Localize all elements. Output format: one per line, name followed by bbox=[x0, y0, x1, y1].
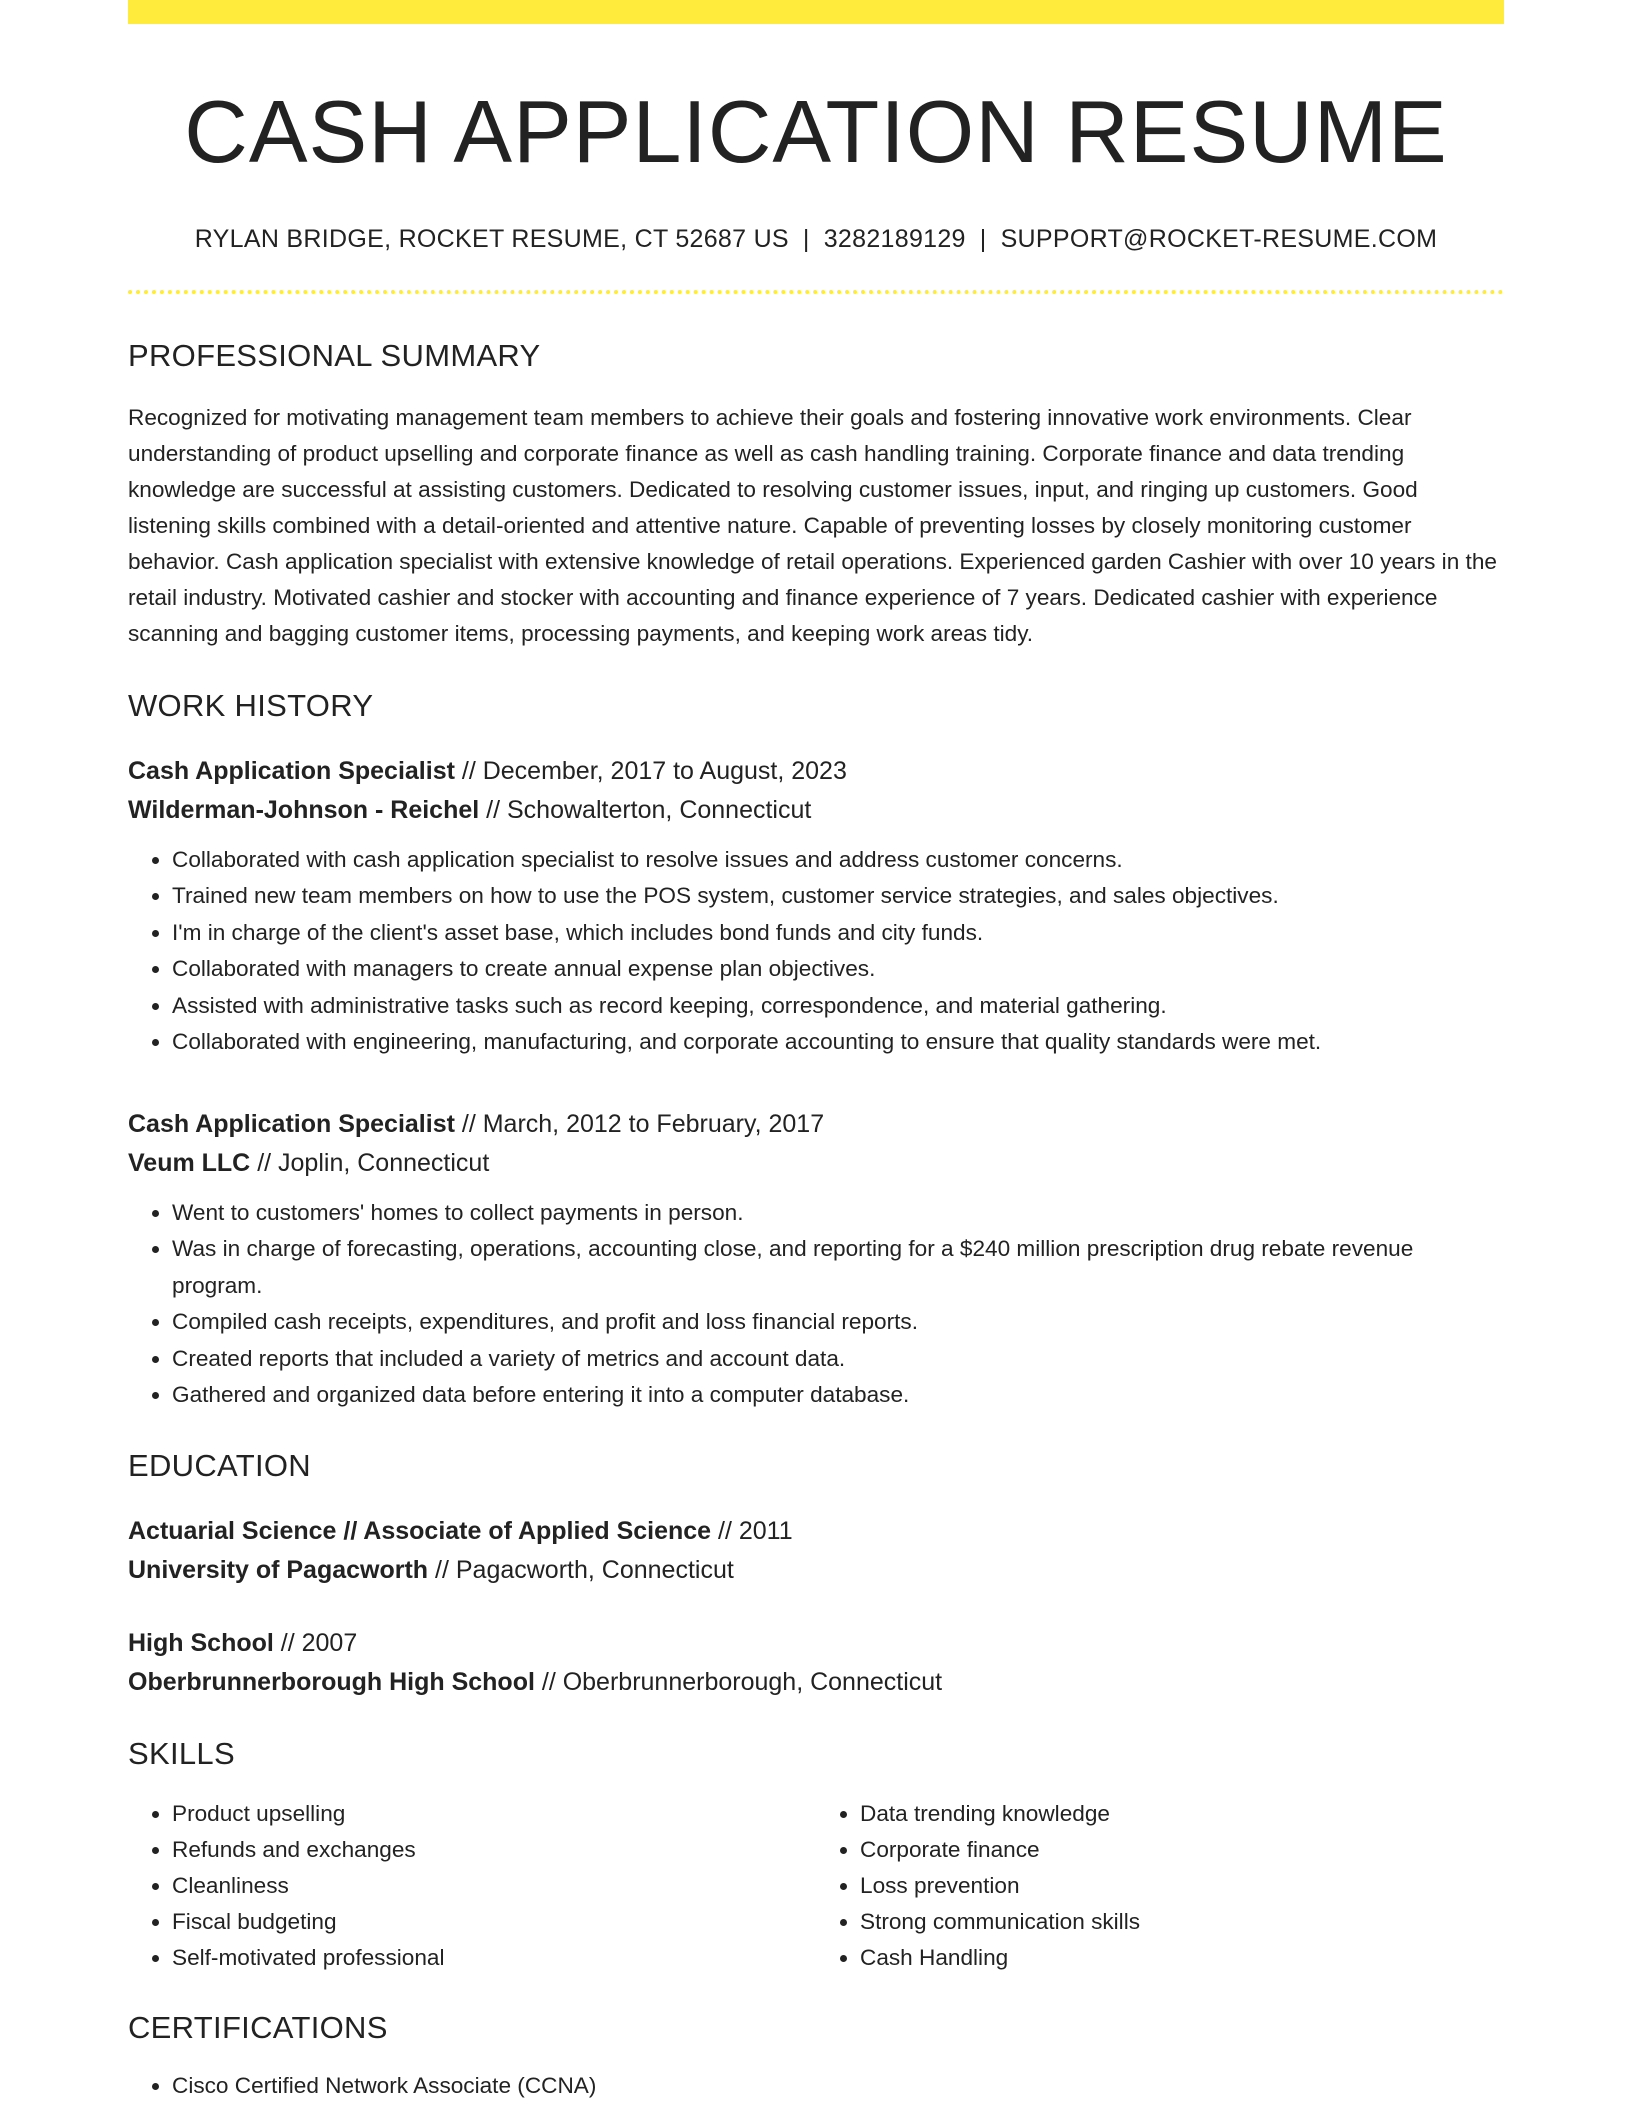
top-accent-bar bbox=[128, 0, 1504, 24]
education-school-line bbox=[128, 1551, 1504, 1590]
job-bullet: • Was in charge of forecasting, operations, accounting close, and reporting for a $240 million prescription drug rebate revenue program. bbox=[172, 1231, 1504, 1304]
job-dates: // December, 2017 to August, 2023 bbox=[454, 756, 847, 785]
job-bullet: • Created reports that included a variety of metrics and account data. bbox=[172, 1341, 1504, 1378]
header-divider bbox=[128, 290, 1504, 294]
job-company: Wilderman-Johnson - Reichel bbox=[128, 795, 480, 824]
job-bullet: • Gathered and organized data before entering it into a computer database. bbox=[172, 1377, 1504, 1414]
contact-separator: | bbox=[802, 224, 810, 253]
section-heading-education: EDUCATION bbox=[128, 1447, 311, 1483]
resume-page bbox=[128, 0, 1504, 2104]
resume-title: CASH APPLICATION RESUME bbox=[184, 82, 1448, 181]
contact-separator: | bbox=[979, 224, 987, 253]
skill-item: • Strong communication skills bbox=[860, 1904, 1504, 1940]
skills-grid bbox=[128, 1796, 1504, 1976]
job-location: // Schowalterton, Connecticut bbox=[479, 795, 812, 824]
education-entry bbox=[128, 1624, 1504, 1702]
job-bullet: • Collaborated with cash application specialist to resolve issues and address customer concerns. bbox=[172, 842, 1504, 879]
education-year: // 2007 bbox=[273, 1628, 358, 1657]
skill-item: • Data trending knowledge bbox=[860, 1796, 1504, 1832]
education-year: // 2011 bbox=[711, 1516, 793, 1545]
job-company-line bbox=[128, 1144, 1504, 1183]
section-heading-skills: SKILLS bbox=[128, 1735, 235, 1771]
job-bullet: • Trained new team members on how to use the POS system, customer service strategies, and sales objectives. bbox=[172, 878, 1504, 915]
skill-item: • Cash Handling bbox=[860, 1940, 1504, 1976]
contact-address: RYLAN BRIDGE, ROCKET RESUME, CT 52687 US bbox=[194, 224, 789, 253]
education-school-line bbox=[128, 1663, 1504, 1702]
skill-item: • Refunds and exchanges bbox=[172, 1832, 816, 1868]
skill-item: • Cleanliness bbox=[172, 1868, 816, 1904]
education-degree: Actuarial Science // Associate of Applied Science bbox=[128, 1516, 712, 1545]
job-title-line bbox=[128, 752, 1504, 791]
education-location: // Oberbrunnerborough, Connecticut bbox=[534, 1667, 943, 1696]
section-heading-work-history: WORK HISTORY bbox=[128, 687, 374, 723]
job-company: Veum LLC bbox=[128, 1148, 251, 1177]
section-heading-certifications: CERTIFICATIONS bbox=[128, 2009, 388, 2045]
job-bullet: • Compiled cash receipts, expenditures, and profit and loss financial reports. bbox=[172, 1304, 1504, 1341]
skill-item: • Corporate finance bbox=[860, 1832, 1504, 1868]
education-degree: High School bbox=[128, 1628, 274, 1657]
certification-item: • Cisco Certified Network Associate (CCNA) bbox=[172, 2068, 1504, 2105]
job-bullet: • I'm in charge of the client's asset base, which includes bond funds and city funds. bbox=[172, 915, 1504, 952]
section-heading-summary: PROFESSIONAL SUMMARY bbox=[128, 337, 541, 373]
job-bullet: • Assisted with administrative tasks such as record keeping, correspondence, and material gathering. bbox=[172, 988, 1504, 1025]
job-bullets bbox=[128, 842, 1504, 1061]
job-entry bbox=[128, 1105, 1504, 1414]
job-title-line bbox=[128, 1105, 1504, 1144]
skills-column-left bbox=[128, 1796, 816, 1976]
job-title: Cash Application Specialist bbox=[128, 1109, 455, 1138]
education-school: Oberbrunnerborough High School bbox=[128, 1667, 535, 1696]
education-school: University of Pagacworth bbox=[128, 1555, 429, 1584]
summary-text: Recognized for motivating management team members to achieve their goals and fostering innovative work environments. Clear understanding of product upselling and corporate finance as well as cash handling training. Corporate finance and data trending knowledge are successful at assisting customers. Dedicated to resolving customer issues, input, and ringing up customers. Good listening skills combined with a detail-oriented and attentive nature. Capable of preventing losses by closely monitoring customer behavior. Cash application specialist with extensive knowledge of retail operations. Experienced garden Cashier with over 10 years in the retail industry. Motivated cashier and stocker with accounting and finance experience of 7 years. Dedicated cashier with experience scanning and bagging customer items, processing payments, and keeping work areas tidy. bbox=[128, 404, 1497, 646]
skills-column-right bbox=[816, 1796, 1504, 1976]
education-location: // Pagacworth, Connecticut bbox=[428, 1555, 734, 1584]
skill-item: • Fiscal budgeting bbox=[172, 1904, 816, 1940]
contact-line bbox=[128, 225, 1504, 254]
job-location: // Joplin, Connecticut bbox=[250, 1148, 490, 1177]
job-bullet: • Went to customers' homes to collect payments in person. bbox=[172, 1195, 1504, 1232]
certifications-list bbox=[128, 2068, 1504, 2105]
skill-item: • Product upselling bbox=[172, 1796, 816, 1832]
job-bullet: • Collaborated with engineering, manufacturing, and corporate accounting to ensure that quality standards were met. bbox=[172, 1024, 1504, 1061]
education-entry bbox=[128, 1512, 1504, 1590]
education-degree-line bbox=[128, 1512, 1504, 1551]
job-company-line bbox=[128, 791, 1504, 830]
job-bullets bbox=[128, 1195, 1504, 1414]
contact-phone: 3282189129 bbox=[823, 224, 966, 253]
job-bullet: • Collaborated with managers to create annual expense plan objectives. bbox=[172, 951, 1504, 988]
job-dates: // March, 2012 to February, 2017 bbox=[454, 1109, 825, 1138]
job-title: Cash Application Specialist bbox=[128, 756, 455, 785]
contact-email: SUPPORT@ROCKET-RESUME.COM bbox=[1000, 224, 1438, 253]
education-degree-line bbox=[128, 1624, 1504, 1663]
skill-item: • Loss prevention bbox=[860, 1868, 1504, 1904]
skill-item: • Self-motivated professional bbox=[172, 1940, 816, 1976]
job-entry bbox=[128, 752, 1504, 1061]
